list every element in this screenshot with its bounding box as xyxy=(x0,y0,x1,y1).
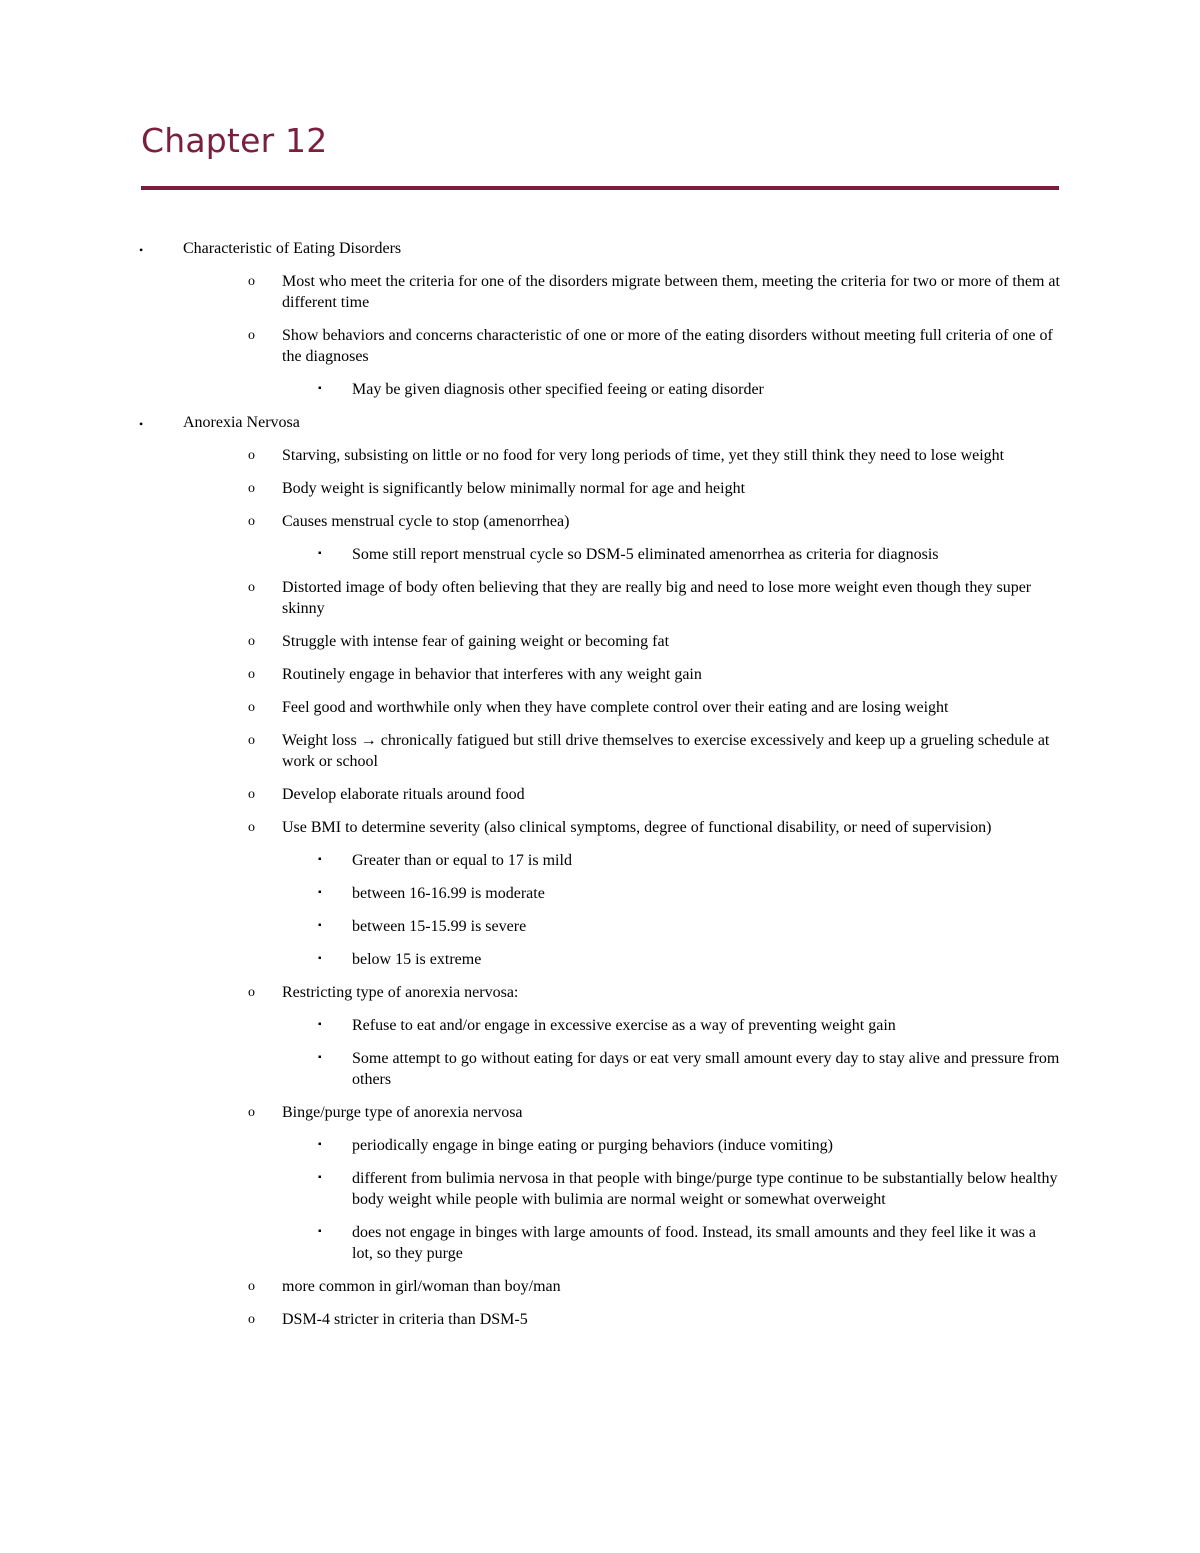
bullet-marker: o xyxy=(248,985,255,1000)
bullet-marker: ▪ xyxy=(318,1052,322,1063)
list-item-level-2 xyxy=(0,730,1200,772)
list-item-level-2 xyxy=(0,664,1200,685)
bullet-marker: o xyxy=(248,1279,255,1294)
bullet-marker: o xyxy=(248,1312,255,1327)
list-item-text: DSM-4 stricter in criteria than DSM-5 xyxy=(282,1311,528,1328)
bullet-marker: ▪ xyxy=(318,1019,322,1030)
list-item-text: does not engage in binges with large amounts of food. Instead, its small amounts and they feel like it was a lot, so they purge xyxy=(352,1224,1036,1262)
list-item-level-3 xyxy=(0,850,1200,871)
list-item-text: Greater than or equal to 17 is mild xyxy=(352,852,572,869)
list-item-level-2 xyxy=(0,325,1200,367)
list-item-text: Most who meet the criteria for one of the disorders migrate between them, meeting the criteria for two or more of them at different time xyxy=(282,273,1060,311)
list-item-text: below 15 is extreme xyxy=(352,951,482,968)
list-item-text: Some attempt to go without eating for days or eat very small amount every day to stay alive and pressure from others xyxy=(352,1050,1060,1088)
list-item-text: Characteristic of Eating Disorders xyxy=(183,240,402,257)
list-item-text: Starving, subsisting on little or no food for very long periods of time, yet they still think they need to lose weight xyxy=(282,447,1005,464)
list-item-text: between 15-15.99 is severe xyxy=(352,918,527,935)
list-item-text: Use BMI to determine severity (also clinical symptoms, degree of functional disability, or need of supervision) xyxy=(282,819,992,836)
list-item-level-3 xyxy=(0,1168,1200,1210)
list-item-text: Feel good and worthwhile only when they have complete control over their eating and are losing weight xyxy=(282,699,949,716)
bullet-marker: o xyxy=(248,700,255,715)
list-item-text: Anorexia Nervosa xyxy=(183,414,300,431)
list-item-text: Body weight is significantly below minimally normal for age and height xyxy=(282,480,746,497)
list-item-text: Struggle with intense fear of gaining weight or becoming fat xyxy=(282,633,670,650)
list-item-level-2 xyxy=(0,478,1200,499)
outline-list xyxy=(0,238,1200,1342)
bullet-marker: o xyxy=(248,787,255,802)
list-item-level-3 xyxy=(0,916,1200,937)
list-item-level-2 xyxy=(0,817,1200,838)
bullet-marker: ▪ xyxy=(318,1226,322,1237)
list-item-level-3 xyxy=(0,1135,1200,1156)
list-item-level-3 xyxy=(0,379,1200,400)
list-item-text: Develop elaborate rituals around food xyxy=(282,786,525,803)
list-item-level-2 xyxy=(0,577,1200,619)
bullet-marker: • xyxy=(139,417,144,431)
bullet-marker: o xyxy=(248,328,255,343)
bullet-marker: o xyxy=(248,667,255,682)
list-item-level-1 xyxy=(0,238,1200,259)
list-item-text: Weight loss → chronically fatigued but still drive themselves to exercise excessively and keep up a grueling schedule at work or school xyxy=(282,732,1050,770)
list-item-text: May be given diagnosis other specified feeing or eating disorder xyxy=(352,381,764,398)
bullet-marker: ▪ xyxy=(318,953,322,964)
list-item-text: periodically engage in binge eating or purging behaviors (induce vomiting) xyxy=(352,1137,833,1154)
bullet-marker: o xyxy=(248,634,255,649)
bullet-marker: ▪ xyxy=(318,854,322,865)
list-item-level-2 xyxy=(0,697,1200,718)
list-item-level-2 xyxy=(0,1276,1200,1297)
list-item-text: more common in girl/woman than boy/man xyxy=(282,1278,561,1295)
list-item-text: Some still report menstrual cycle so DSM-5 eliminated amenorrhea as criteria for diagnosis xyxy=(352,546,939,563)
list-item-level-2 xyxy=(0,784,1200,805)
list-item-text: Causes menstrual cycle to stop (amenorrhea) xyxy=(282,513,570,530)
list-item-level-2 xyxy=(0,982,1200,1003)
bullet-marker: o xyxy=(248,448,255,463)
list-item-level-2 xyxy=(0,1309,1200,1330)
list-item-text: Binge/purge type of anorexia nervosa xyxy=(282,1104,523,1121)
bullet-marker: ▪ xyxy=(318,887,322,898)
bullet-marker: • xyxy=(139,243,144,257)
bullet-marker: ▪ xyxy=(318,548,322,559)
bullet-marker: o xyxy=(248,1105,255,1120)
list-item-level-2 xyxy=(0,631,1200,652)
list-item-level-2 xyxy=(0,1102,1200,1123)
bullet-marker: ▪ xyxy=(318,1139,322,1150)
list-item-level-3 xyxy=(0,544,1200,565)
list-item-level-2 xyxy=(0,511,1200,532)
bullet-marker: ▪ xyxy=(318,1172,322,1183)
list-item-text: different from bulimia nervosa in that people with binge/purge type continue to be substantially below healthy body weight while people with bulimia are normal weight or somewhat overweight xyxy=(352,1170,1058,1208)
bullet-marker: o xyxy=(248,481,255,496)
bullet-marker: o xyxy=(248,514,255,529)
list-item-text: Show behaviors and concerns characteristic of one or more of the eating disorders without meeting full criteria of one of the diagnoses xyxy=(282,327,1053,365)
list-item-level-3 xyxy=(0,1222,1200,1264)
bullet-marker: ▪ xyxy=(318,920,322,931)
list-item-text: between 16-16.99 is moderate xyxy=(352,885,545,902)
page-title: Chapter 12 xyxy=(141,121,328,160)
list-item-level-3 xyxy=(0,1048,1200,1090)
list-item-level-2 xyxy=(0,271,1200,313)
list-item-level-1 xyxy=(0,412,1200,433)
list-item-text: Restricting type of anorexia nervosa: xyxy=(282,984,519,1001)
bullet-marker: o xyxy=(248,733,255,748)
bullet-marker: ▪ xyxy=(318,383,322,394)
list-item-text: Distorted image of body often believing that they are really big and need to lose more weight even though they super skinny xyxy=(282,579,1032,617)
bullet-marker: o xyxy=(248,580,255,595)
list-item-level-3 xyxy=(0,883,1200,904)
list-item-text: Refuse to eat and/or engage in excessive exercise as a way of preventing weight gain xyxy=(352,1017,896,1034)
list-item-level-2 xyxy=(0,445,1200,466)
list-item-text: Routinely engage in behavior that interferes with any weight gain xyxy=(282,666,702,683)
bullet-marker: o xyxy=(248,274,255,289)
title-divider xyxy=(141,186,1059,190)
bullet-marker: o xyxy=(248,820,255,835)
list-item-level-3 xyxy=(0,1015,1200,1036)
list-item-level-3 xyxy=(0,949,1200,970)
